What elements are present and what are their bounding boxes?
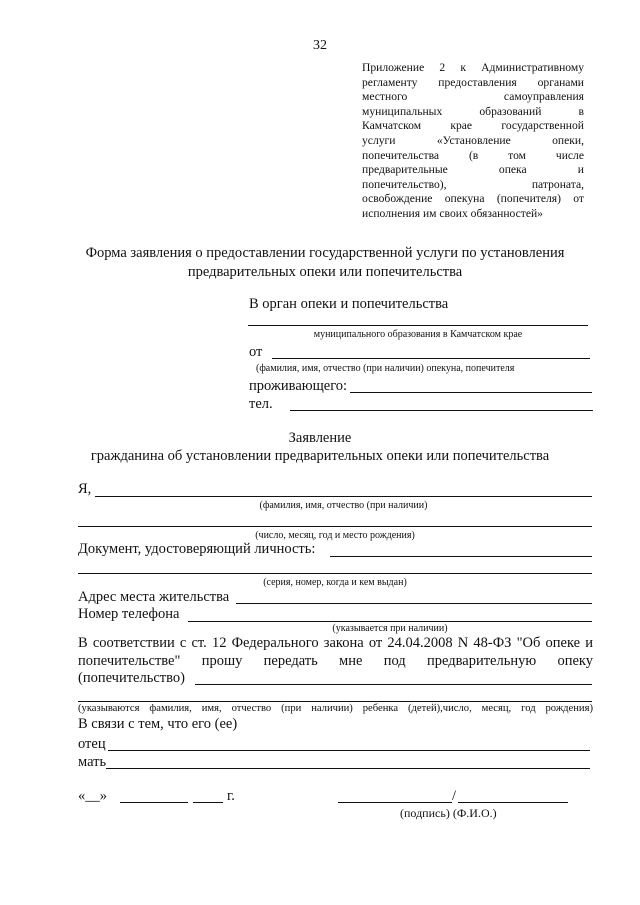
appendix-line: Камчатском крае государственной — [362, 119, 584, 133]
applicant-name-field-line[interactable] — [95, 496, 592, 497]
appendix-line: попечительство), патроната, — [362, 177, 584, 191]
from-field-line[interactable] — [272, 358, 590, 359]
signature-caption: (подпись) (Ф.И.О.) — [400, 806, 497, 820]
i-label: Я, — [78, 481, 92, 497]
appendix-line: освобождение опекуна (попечителя) от — [362, 192, 584, 206]
law-line-2: попечительстве" прошу передать мне под предварительную опеку — [78, 653, 593, 669]
appendix-line: Приложение 2 к Административному — [362, 61, 584, 74]
name-caption: (фамилия, имя, отчество (при наличии) — [259, 500, 428, 511]
phone-label: Номер телефона — [78, 606, 180, 622]
father-label: отец — [78, 736, 106, 752]
from-caption: (фамилия, имя, отчество (при наличии) опекуна, попечителя — [256, 363, 515, 374]
id-doc-label: Документ, удостоверяющий личность: — [78, 541, 316, 557]
appendix-line: местного самоуправления — [362, 90, 584, 104]
appendix-line: попечительства (в том числе — [362, 148, 584, 162]
address-field-line[interactable] — [236, 603, 592, 604]
father-field-line[interactable] — [108, 750, 590, 751]
page-number: 32 — [313, 38, 327, 53]
statement-title: Заявление — [288, 430, 352, 446]
address-label: Адрес места жительства — [78, 589, 230, 605]
appendix-line: исполнения им своих обязанностей» — [362, 206, 543, 220]
date-year-field-line[interactable] — [193, 802, 223, 803]
phone-field-line[interactable] — [188, 621, 592, 622]
because-label: В связи с тем, что его (ее) — [78, 716, 238, 732]
from-label: от — [249, 344, 263, 360]
law-line-1: В соответствии с ст. 12 Федерального закона от 24.04.2008 N 48-ФЗ "Об опеке и — [78, 635, 593, 651]
date-month-field-line[interactable] — [120, 802, 188, 803]
child-field-line[interactable] — [78, 701, 592, 702]
appendix-line: регламенту предоставления органами — [362, 75, 584, 89]
year-suffix: г. — [227, 788, 235, 804]
addressee-phone-label: тел. — [249, 396, 273, 412]
id-doc-field-line[interactable] — [330, 556, 592, 557]
id-doc-caption: (серия, номер, когда и кем выдан) — [263, 577, 407, 588]
addressee-to: В орган опеки и попечительства — [249, 296, 449, 312]
appendix-line: предварительные опека и — [362, 163, 584, 177]
signature-field-line[interactable] — [338, 802, 452, 803]
appendix-line: услуги «Установление опеки, — [362, 133, 584, 147]
birth-field-line[interactable] — [78, 526, 592, 527]
addressee-phone-field-line[interactable] — [290, 410, 593, 411]
signature-slash: / — [452, 788, 457, 804]
guardianship-field-line[interactable] — [195, 684, 592, 685]
birth-caption: (число, месяц, год и место рождения) — [255, 530, 415, 541]
municipality-field-line[interactable] — [248, 325, 588, 326]
date-prefix: «__» — [78, 788, 107, 804]
fio-field-line[interactable] — [458, 802, 568, 803]
phone-caption: (указывается при наличии) — [332, 623, 448, 634]
id-doc-field-line-2[interactable] — [78, 573, 592, 574]
child-caption: (указываются фамилия, имя, отчество (при наличии) ребенка (детей),число, месяц, год рождения) — [78, 703, 593, 714]
residing-field-line[interactable] — [350, 392, 592, 393]
residing-label: проживающего: — [249, 378, 348, 394]
appendix-line: муниципальных образований в — [362, 104, 584, 118]
form-title-line1: Форма заявления о предоставлении государственной услуги по установления — [85, 245, 565, 261]
form-title — [60, 244, 590, 282]
mother-label: мать — [78, 754, 107, 770]
form-title-line2: предварительных опеки или попечительства — [187, 264, 463, 280]
municipality-caption: муниципального образования в Камчатском крае — [313, 329, 523, 340]
mother-field-line[interactable] — [106, 768, 590, 769]
law-line-3: (попечительство) — [78, 670, 185, 686]
appendix-note — [362, 61, 584, 222]
statement-subtitle: гражданина об установлении предварительных опеки или попечительства — [90, 448, 550, 464]
